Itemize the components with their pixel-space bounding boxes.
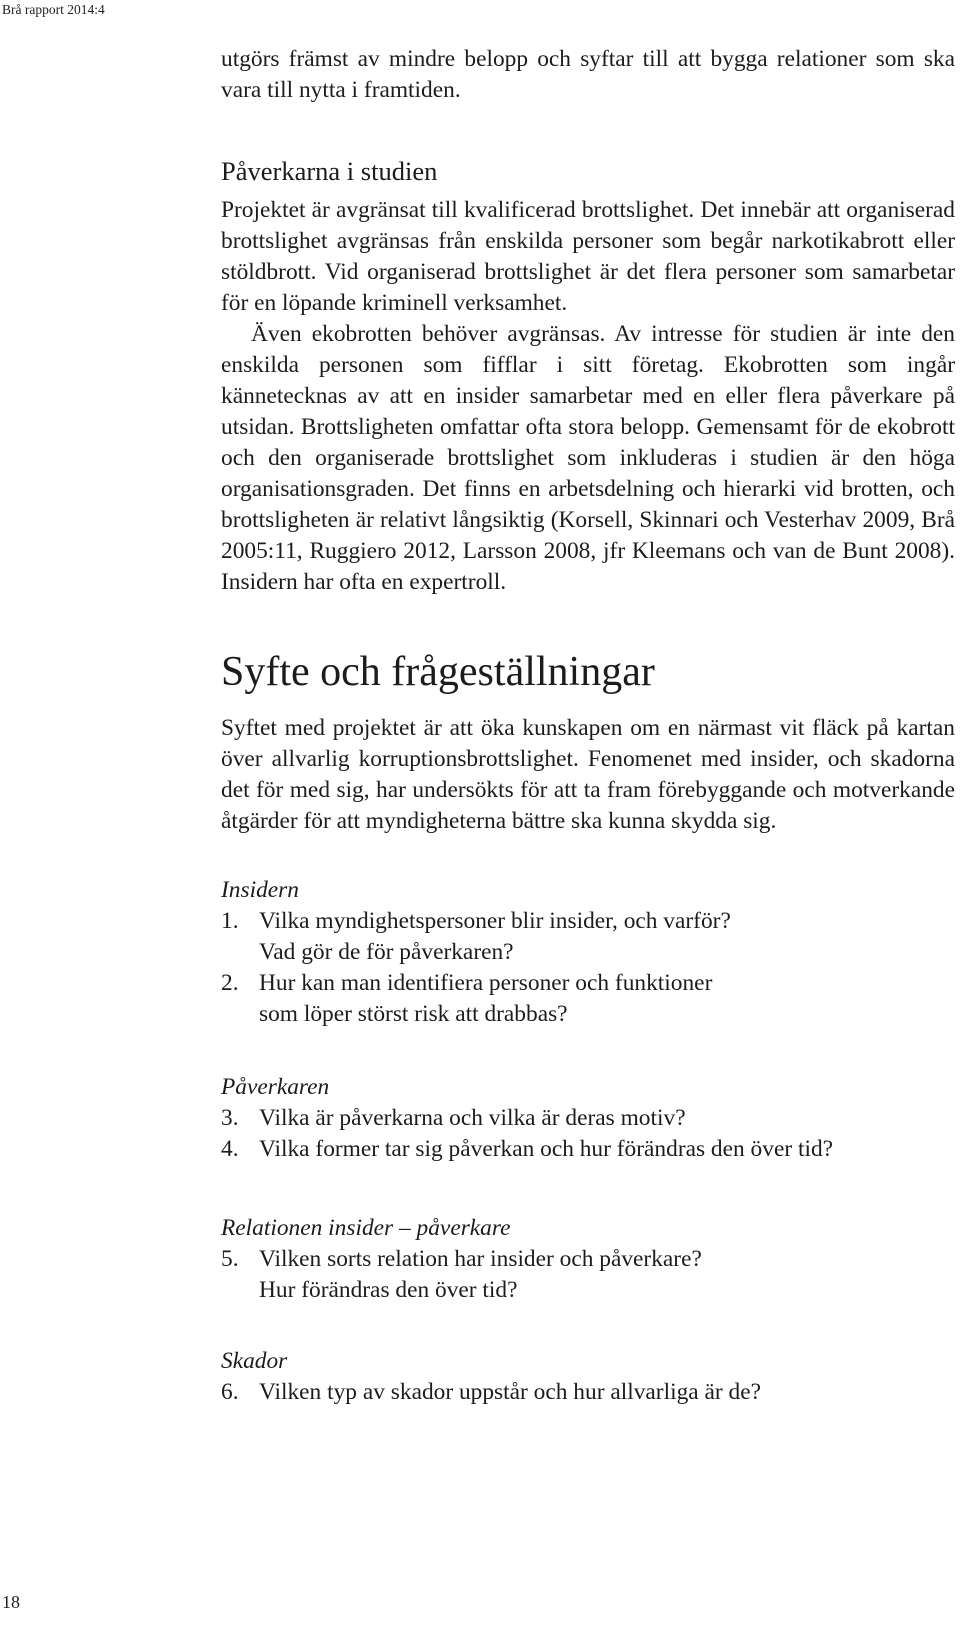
question-number: 1. [221, 908, 239, 934]
question-number: 2. [221, 970, 239, 996]
question-line: som löper störst risk att drabbas? [259, 1001, 568, 1027]
question-line: Hur kan man identifiera personer och funktioner [259, 970, 713, 996]
question-line: Vad gör de för påverkaren? [259, 939, 514, 965]
question-group-heading-skador: Skador [221, 1348, 288, 1374]
section-heading-syfte: Syfte och frågeställningar [221, 649, 655, 695]
page-number: 18 [2, 1592, 20, 1612]
question-item [221, 1244, 955, 1306]
question-line: Vilken sorts relation har insider och påverkare? [259, 1246, 702, 1272]
question-item [221, 1103, 955, 1134]
intro-continuation-paragraph: utgörs främst av mindre belopp och syftar till att bygga relationer som ska vara till nytta i framtiden. [221, 46, 955, 103]
question-text [259, 1377, 955, 1408]
question-item [221, 968, 955, 1030]
question-item [221, 1377, 955, 1408]
running-head: Brå rapport 2014:4 [2, 2, 105, 17]
question-item [221, 1134, 955, 1165]
question-group-heading-paverkaren: Påverkaren [221, 1074, 330, 1100]
question-item [221, 906, 955, 968]
question-line: Vilka är påverkarna och vilka är deras motiv? [259, 1105, 686, 1131]
question-number: 3. [221, 1105, 239, 1131]
question-number: 5. [221, 1246, 239, 1272]
question-text [259, 1134, 955, 1165]
question-line: Vilken typ av skador uppstår och hur allvarliga är de? [259, 1379, 761, 1405]
main-text-column [221, 44, 955, 1408]
question-text [259, 906, 955, 968]
question-text [259, 1103, 955, 1134]
question-line: Vilka former tar sig påverkan och hur förändras den över tid? [259, 1136, 834, 1162]
question-group-heading-relationen: Relationen insider – påverkare [221, 1215, 511, 1241]
question-line: Hur förändras den över tid? [259, 1277, 518, 1303]
question-number: 4. [221, 1136, 239, 1162]
question-group-heading-insidern: Insidern [221, 877, 299, 903]
paverkarna-paragraph-2: Även ekobrotten behöver avgränsas. Av intresse för studien är inte den enskilda personen som fifflar i sitt företag. Ekobrotten som ingår kännetecknas av att en insider samarbetar med en eller flera påverkare på utsidan. Brottsligheten omfattar ofta stora belopp. Gemensamt för de ekobrott och den organiserade brottslighet som inkluderas i studien är den höga organisationsgraden. Det finns en arbetsdelning och hierarki vid brotten, och brottsligheten är relativt långsiktig (Korsell, Skinnari och Vesterhav 2009, Brå 2005:11, Ruggiero 2012, Larsson 2008, jfr Kleemans och van de Bunt 2008). Insidern har ofta en expertroll. [221, 321, 955, 595]
question-text [259, 1244, 955, 1306]
section-heading-paverkarna: Påverkarna i studien [221, 156, 438, 186]
question-line: Vilka myndighetspersoner blir insider, och varför? [259, 908, 731, 934]
question-number: 6. [221, 1379, 239, 1405]
paverkarna-paragraph-1: Projektet är avgränsat till kvalificerad brottslighet. Det innebär att organiserad brottslighet avgränsas från enskilda personer som begår narkotikabrott eller stöldbrott. Vid organiserad brottslighet är det flera personer som samarbetar för en löpande kriminell verksamhet. [221, 197, 955, 316]
syfte-paragraph: Syftet med projektet är att öka kunskapen om en närmast vit fläck på kartan över allvarlig korruptionsbrottslighet. Fenomenet med insider, och skadorna det för med sig, har undersökts för att ta fram förebyggande och motverkande åtgärder för att myndigheterna bättre ska kunna skydda sig. [221, 715, 955, 834]
question-text [259, 968, 955, 1030]
